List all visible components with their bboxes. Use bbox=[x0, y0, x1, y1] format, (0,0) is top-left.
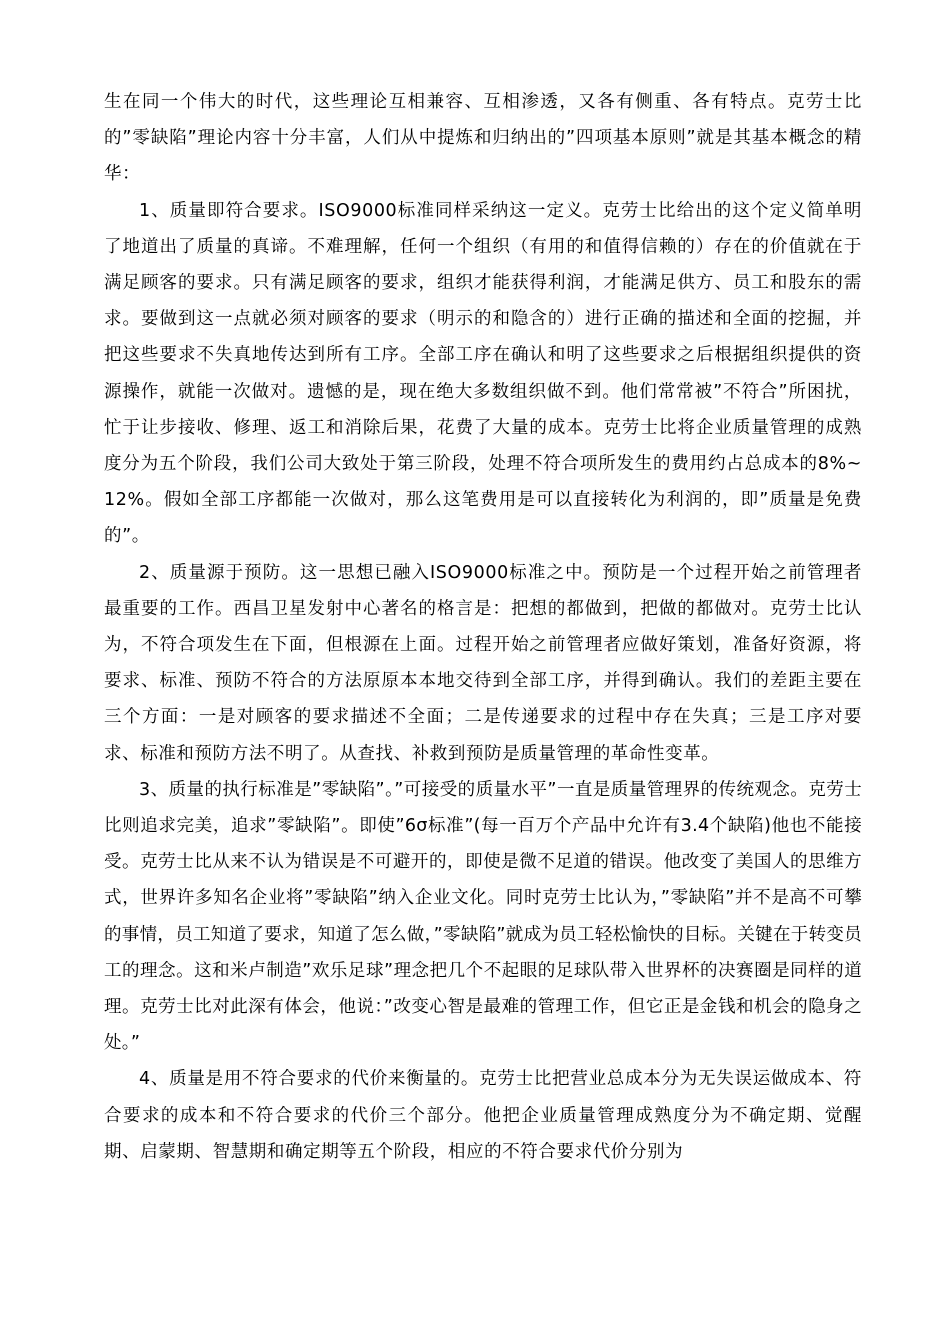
document-body bbox=[104, 84, 862, 1170]
paragraph-principle-3: 3、质量的执行标准是”零缺陷”。”可接受的质量水平”一直是质量管理界的传统观念。克劳士比则追求完美，追求”零缺陷”。即使”6σ标准”(每一百万个产品中允许有3.4个缺陷)他也不能接受。克劳士比从来不认为错误是不可避开的，即使是微不足道的错误。他改变了美国人的思维方式，世界许多知名企业将”零缺陷”纳入企业文化。同时克劳士比认为，”零缺陷”并不是高不可攀的事情，员工知道了要求，知道了怎么做，”零缺陷”就成为员工轻松愉快的目标。关键在于转变员工的理念。这和米卢制造”欢乐足球”理念把几个不起眼的足球队带入世界杯的决赛圈是同样的道理。克劳士比对此深有体会，他说：”改变心智是最难的管理工作，但它正是金钱和机会的隐身之处。” bbox=[104, 779, 862, 1054]
paragraph-principle-1: 1、质量即符合要求。ISO9000标准同样采纳这一定义。克劳士比给出的这个定义简单明了地道出了质量的真谛。不难理解，任何一个组织（有用的和值得信赖的）存在的价值就在于满足顾客的要求。只有满足顾客的要求，组织才能获得利润，才能满足供方、员工和股东的需求。要做到这一点就必须对顾客的要求（明示的和隐含的）进行正确的描述和全面的挖掘，并把这些要求不失真地传达到所有工序。全部工序在确认和明了这些要求之后根据组织提供的资源操作，就能一次做对。遗憾的是，现在绝大多数组织做不到。他们常常被”不符合”所困扰，忙于让步接收、修理、返工和消除后果，花费了大量的成本。克劳士比将企业质量管理的成熟度分为五个阶段，我们公司大致处于第三阶段，处理不符合项所发生的费用约占总成本的8%~12%。假如全部工序都能一次做对，那么这笔费用是可以直接转化为利润的，即”质量是免费的”。 bbox=[104, 200, 862, 547]
paragraph-principle-2: 2、质量源于预防。这一思想已融入ISO9000标准之中。预防是一个过程开始之前管理者最重要的工作。西昌卫星发射中心著名的格言是：把想的都做到，把做的都做对。克劳士比认为，不符合项发生在下面，但根源在上面。过程开始之前管理者应做好策划，准备好资源，将要求、标准、预防不符合的方法原原本本地交待到全部工序，并得到确认。我们的差距主要在三个方面：一是对顾客的要求描述不全面；二是传递要求的过程中存在失真；三是工序对要求、标准和预防方法不明了。从查找、补救到预防是质量管理的革命性变革。 bbox=[104, 562, 862, 764]
paragraph-principle-4: 4、质量是用不符合要求的代价来衡量的。克劳士比把营业总成本分为无失误运做成本、符合要求的成本和不符合要求的代价三个部分。他把企业质量管理成熟度分为不确定期、觉醒期、启蒙期、智慧期和确定期等五个阶段，相应的不符合要求代价分别为 bbox=[104, 1069, 862, 1162]
paragraph-intro-continuation: 生在同一个伟大的时代，这些理论互相兼容、互相渗透，又各有侧重、各有特点。克劳士比的”零缺陷”理论内容十分丰富，人们从中提炼和归纳出的”四项基本原则”就是其基本概念的精华： bbox=[104, 92, 862, 185]
